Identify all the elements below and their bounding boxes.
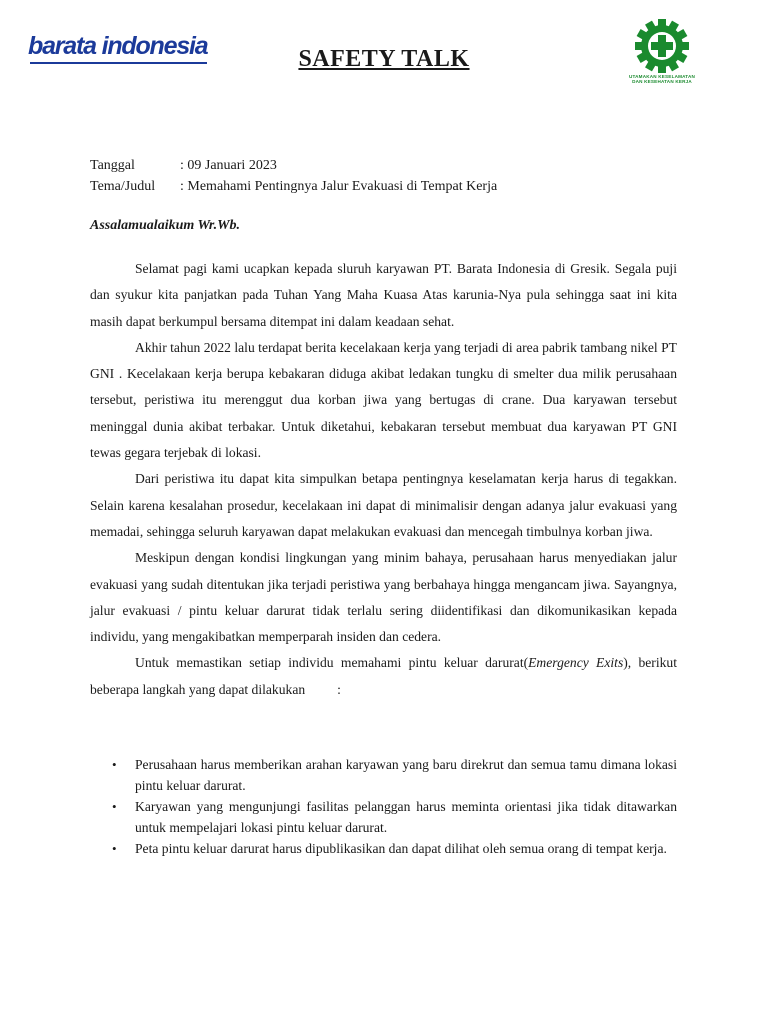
paragraph: Akhir tahun 2022 lalu terdapat berita kecelakaan kerja yang terjadi di area pabrik tambang nikel PT GNI . Kecelakaan kerja berupa kebakaran diduga akibat ledakan tungku di smelter dua milik perusahaan tersebut, peristiwa itu merenggut dua korban jiwa yang bertugas di crane. Dua karyawan tersebut meninggal dunia akibat terbakar. Untuk diketahui, kebakaran tersebut membuat dua karyawan PT GNI tewas gegara terjebak di lokasi. — [90, 339, 677, 461]
list-item — [90, 755, 677, 796]
gear-cross-icon — [628, 18, 696, 74]
date-row — [90, 155, 497, 176]
logo-text: barata indonesia — [28, 32, 208, 60]
date-label: Tanggal — [90, 158, 135, 173]
k3-safety-logo — [616, 18, 708, 90]
list-item-text: Karyawan yang mengunjungi fasilitas pelanggan harus meminta orientasi jika tidak ditawarkan untuk mempelajari lokasi pintu keluar darurat. — [135, 799, 677, 835]
k3-caption-line-2: DAN KESEHATAN KERJA — [632, 79, 692, 85]
body-text — [90, 256, 677, 703]
steps-intro-after: ), berikut beberapa langkah yang dapat dilakukan — [90, 655, 677, 697]
greeting: Assalamualaikum Wr.Wb. — [90, 218, 241, 233]
date-value: : 09 Januari 2023 — [180, 158, 277, 173]
document-meta — [90, 155, 497, 197]
topic-label: Tema/Judul — [90, 179, 156, 194]
steps-intro-colon: : — [337, 681, 341, 697]
page-title: SAFETY TALK — [298, 46, 470, 72]
k3-caption-line-1: UTAMAKAN KESELAMATAN — [628, 74, 695, 79]
steps-intro-before: Untuk memastikan setiap individu memahami pintu keluar darurat( — [135, 655, 529, 671]
paragraph: Meskipun dengan kondisi lingkungan yang minim bahaya, perusahaan harus menyediakan jalur evakuasi yang sudah ditentukan jika terjadi peristiwa yang berbahaya hingga mengancam jiwa. Sayangnya, jalur evakuasi / pintu keluar darurat tidak terlalu sering diidentifikasi dan dikomunikasikan kepada individu, yang mengakibatkan memperparah insiden dan cedera. — [90, 550, 677, 645]
bullet-icon: • — [112, 757, 117, 772]
topic-row — [90, 176, 497, 197]
paragraph: Selamat pagi kami ucapkan kepada sluruh karyawan PT. Barata Indonesia di Gresik. Segala puji dan syukur kita panjatkan pada Tuhan Yang Maha Kuasa Atas karunia-Nya pula sehingga saat ini kita masih dapat berkumpul bersama ditempat ini dalam keadaan sehat. — [90, 261, 677, 329]
topic-value: : Memahami Pentingnya Jalur Evakuasi di Tempat Kerja — [180, 179, 498, 194]
paragraph: Dari peristiwa itu dapat kita simpulkan betapa pentingnya keselamatan kerja harus di tegakkan. Selain karena kesalahan prosedur, kecelakaan ini dapat di minimalisir dengan adanya jalur evakuasi yang memadai, sehingga seluruh karyawan dapat melakukan evakuasi dan mencegah timbulnya korban jiwa. — [90, 471, 677, 539]
bullet-icon: • — [112, 799, 117, 814]
list-item-text: Peta pintu keluar darurat harus dipublikasikan dan dapat dilihat oleh semua orang di tempat kerja. — [135, 841, 667, 856]
list-item — [90, 797, 677, 838]
steps-list — [90, 755, 677, 861]
list-item-text: Perusahaan harus memberikan arahan karyawan yang baru direkrut dan semua tamu dimana lokasi pintu keluar darurat. — [135, 757, 677, 793]
bullet-icon: • — [112, 841, 117, 856]
steps-intro-emphasis: Emergency Exits — [528, 655, 624, 671]
steps-intro-paragraph — [90, 650, 677, 703]
list-item — [90, 839, 677, 860]
